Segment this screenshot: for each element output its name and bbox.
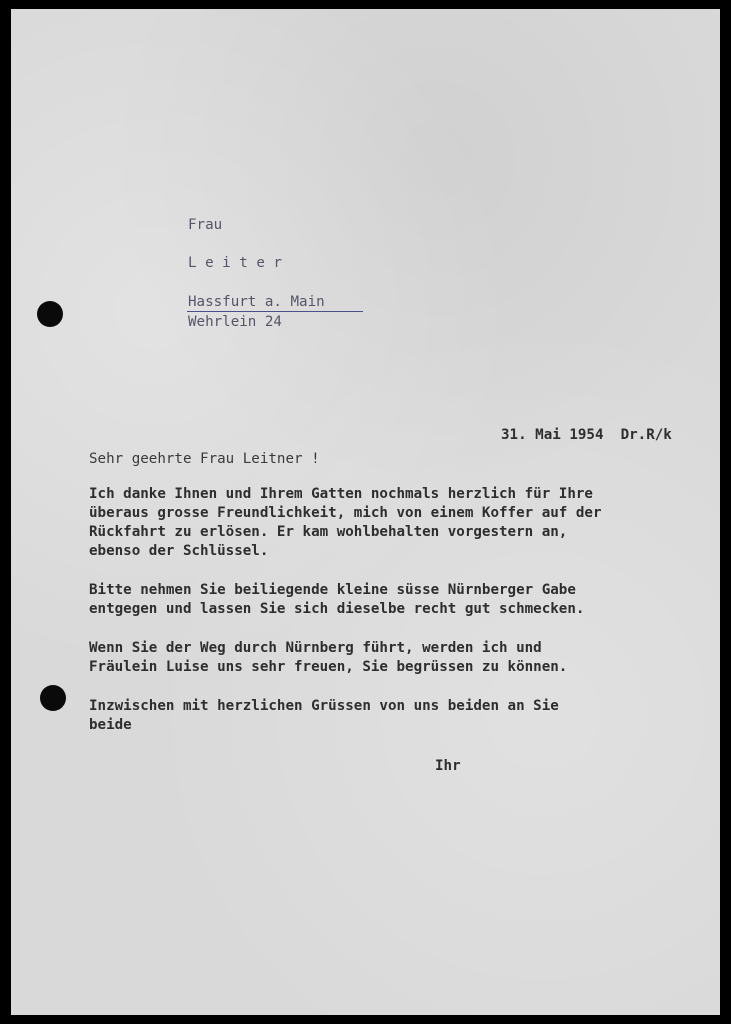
address-street: Wehrlein 24 bbox=[188, 314, 282, 330]
paragraph-1-line-1: Ich danke Ihnen und Ihrem Gatten nochmals herzlich für Ihre bbox=[89, 486, 593, 502]
paragraph-1-line-4: ebenso der Schlüssel. bbox=[89, 543, 269, 559]
address-city-underline bbox=[187, 311, 363, 312]
paragraph-1-line-2: überaus grosse Freundlichkeit, mich von einem Koffer auf der bbox=[89, 505, 602, 521]
paragraph-2-line-1: Bitte nehmen Sie beiliegende kleine süsse Nürnberger Gabe bbox=[89, 582, 576, 598]
paragraph-4-line-2: beide bbox=[89, 717, 132, 733]
address-city: Hassfurt a. Main bbox=[188, 294, 325, 310]
date-line: 31. Mai 1954 Dr.R/k bbox=[501, 427, 672, 443]
punch-hole-top bbox=[37, 301, 63, 327]
letter-page bbox=[11, 9, 720, 1015]
closing: Ihr bbox=[435, 758, 461, 774]
paragraph-1-line-3: Rückfahrt zu erlösen. Er kam wohlbehalten vorgestern an, bbox=[89, 524, 568, 540]
paragraph-4-line-1: Inzwischen mit herzlichen Grüssen von uns beiden an Sie bbox=[89, 698, 559, 714]
paragraph-3-line-1: Wenn Sie der Weg durch Nürnberg führt, werden ich und bbox=[89, 640, 542, 656]
paragraph-3-line-2: Fräulein Luise uns sehr freuen, Sie begrüssen zu können. bbox=[89, 659, 568, 675]
address-salutation: Frau bbox=[188, 217, 223, 233]
address-name: L e i t e r bbox=[188, 255, 282, 271]
greeting: Sehr geehrte Frau Leitner ! bbox=[89, 451, 320, 467]
paragraph-2-line-2: entgegen und lassen Sie sich dieselbe recht gut schmecken. bbox=[89, 601, 585, 617]
punch-hole-bottom bbox=[40, 685, 66, 711]
